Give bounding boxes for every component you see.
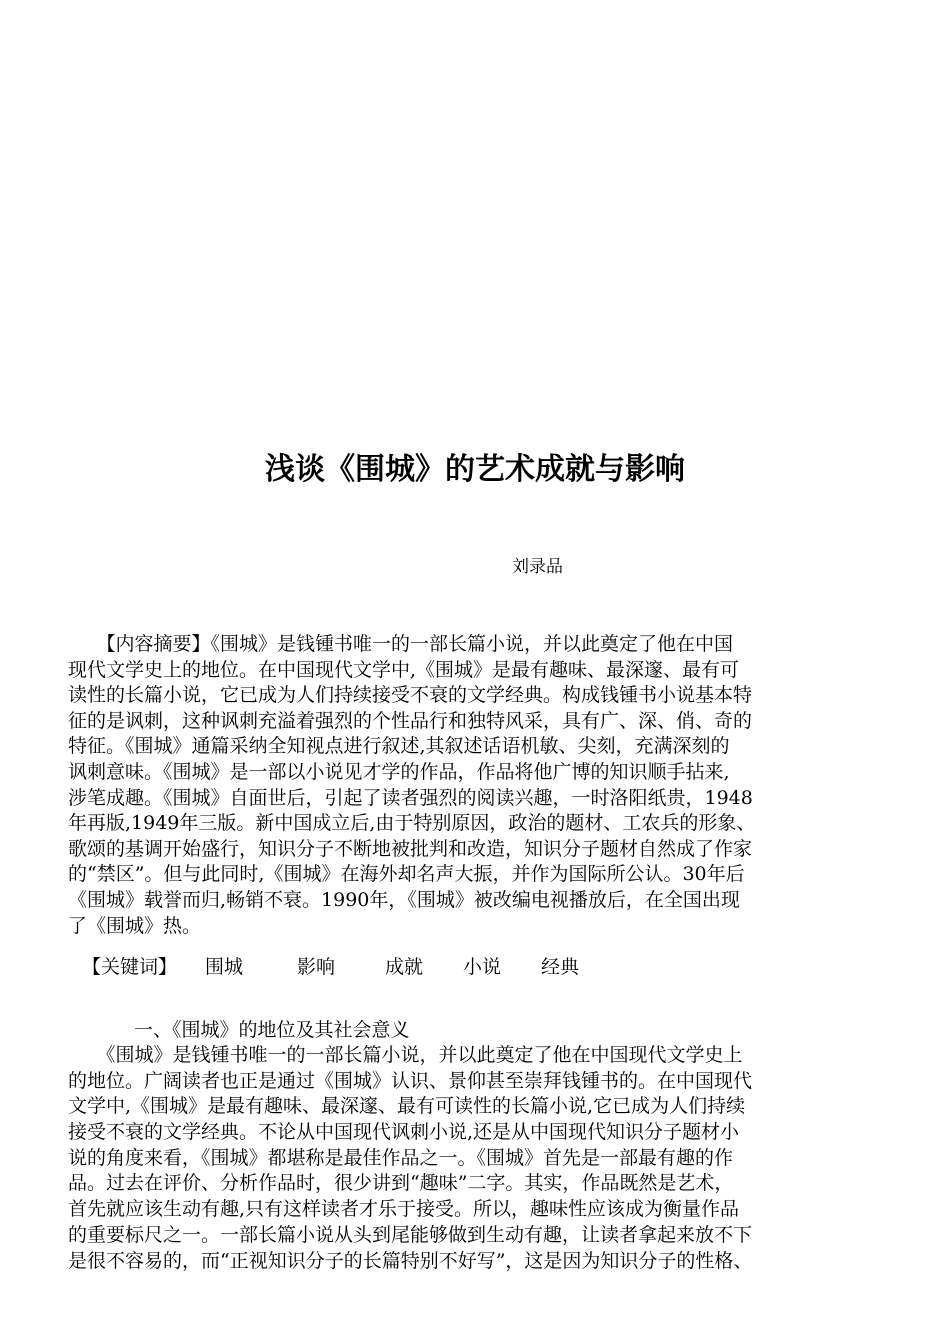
section-heading: 一、《围城》的地位及其社会意义 (134, 1019, 410, 1041)
abstract-line: 【内容摘要】《围城》是钱锺书唯一的一部长篇小说，并以此奠定了他在中国 (68, 633, 734, 655)
body-line: 的地位。广阔读者也正是通过《围城》认识、景仰甚至崇拜钱锺书的。在中国现代 (68, 1069, 753, 1092)
abstract-line: 的“禁区”。但与此同时,《围城》在海外却名声大振，并作为国际所公认。30年后 (68, 863, 745, 886)
keyword: 成就 (385, 956, 424, 978)
body-line: 首先就应该生动有趣,只有这样读者才乐于接受。所以，趣味性应该成为衡量作品 (68, 1198, 740, 1221)
abstract-line: 讽刺意味。《围城》是一部以小说见才学的作品，作品将他广博的知识顺手拈来, (68, 760, 730, 783)
keyword: 围城 (205, 956, 244, 978)
body-line: 的重要标尺之一。一部长篇小说从头到尾能够做到生动有趣，让读者拿起来放不下 (68, 1223, 753, 1246)
abstract-line: 征的是讽刺，这种讽刺充溢着强烈的个性品行和独特风采，具有广、深、俏、奇的 (68, 709, 753, 732)
keywords-label: 【关键词】 (82, 956, 178, 978)
keyword: 小说 (463, 956, 502, 978)
abstract-line: 《围城》载誉而归,畅销不衰。1990年，《围城》被改编电视播放后，在全国出现 (68, 888, 740, 911)
body-line: 说的角度来看，《围城》都堪称是最佳作品之一。《围城》首先是一部最有趣的作 (68, 1146, 734, 1169)
keywords (82, 954, 579, 980)
body-line: 《围城》是钱锺书唯一的一部长篇小说，并以此奠定了他在中国现代文学史上 (68, 1044, 743, 1066)
abstract-line: 特征。《围城》通篇采纳全知视点进行叙述,其叙述话语机敏、尖刻，充满深刻的 (68, 735, 730, 758)
keyword: 经典 (541, 956, 580, 978)
abstract-line: 了《围城》热。 (68, 914, 202, 937)
abstract-line: 歌颂的基调开始盛行，知识分子不断地被批判和改造，知识分子题材自然成了作家 (68, 837, 753, 860)
abstract-line: 读性的长篇小说，它已成为人们持续接受不衰的文学经典。构成钱锺书小说基本特 (68, 684, 753, 707)
abstract-line: 现代文学史上的地位。在中国现代文学中,《围城》是最有趣味、最深邃、最有可 (68, 658, 740, 681)
body-line: 接受不衰的文学经典。不论从中国现代讽刺小说,还是从中国现代知识分子题材小 (68, 1121, 740, 1144)
body-line: 是很不容易的，而“正视知识分子的长篇特别不好写”，这是因为知识分子的性格、 (68, 1249, 753, 1272)
abstract (68, 632, 878, 939)
body-line: 品。过去在评价、分析作品时，很少讲到“趣味”二字。其实，作品既然是艺术， (68, 1172, 734, 1195)
abstract-line: 年再版,1949年三版。新中国成立后,由于特别原因，政治的题材、工农兵的形象、 (68, 812, 756, 835)
document-title: 浅谈《围城》的艺术成就与影响 (265, 452, 685, 487)
body-line: 文学中,《围城》是最有趣味、最深邃、最有可读性的长篇小说,它已成为人们持续 (68, 1095, 746, 1118)
body-paragraph (68, 1043, 898, 1274)
keyword: 影响 (297, 956, 336, 978)
author-name: 刘录品 (512, 557, 563, 577)
abstract-line: 涉笔成趣。《围城》自面世后，引起了读者强烈的阅读兴趣，一时洛阳纸贵，1948 (68, 786, 753, 809)
